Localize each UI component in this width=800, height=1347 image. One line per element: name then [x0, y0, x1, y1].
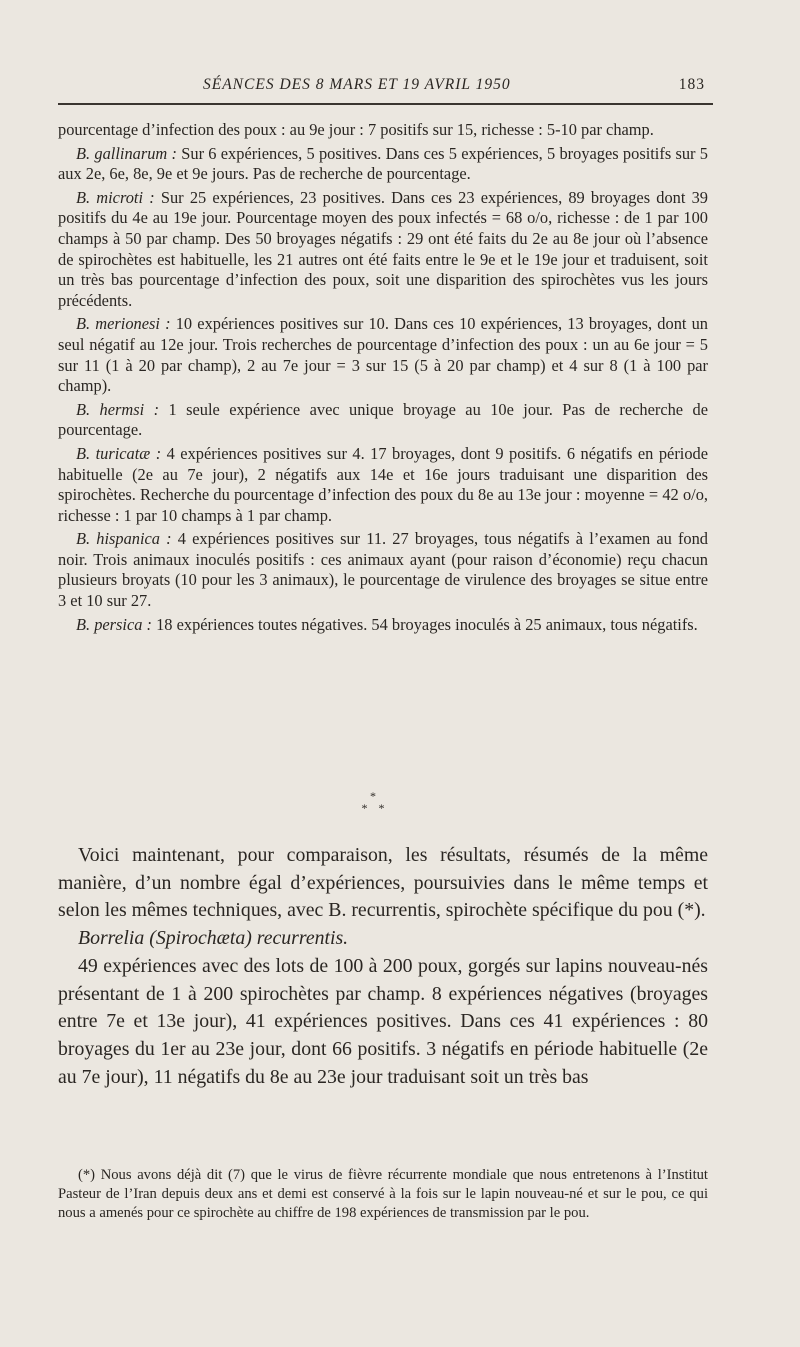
footnote: [58, 1166, 708, 1222]
separator-stars-bottom: * *: [361, 801, 389, 815]
paragraph-text: 10 expériences positives sur 10. Dans ces 10 expériences, 13 broyages, dont un seul négatif au 12e jour. Trois recherches de pourcentage d’infection des poux : un au 6e jour = 5 sur 11 (1 à 20 par champ), 2 au 7e jour = 3 sur 15 (5 à 20 par champ) et 4 sur 8 (1 à 100 par champ).: [58, 314, 709, 396]
results-section: [58, 120, 708, 638]
paragraph-text: Sur 6 expériences, 5 positives. Dans ces 5 expériences, 5 broyages positifs sur 5 aux 2e, 6e, 8e, 9e et 9e jours. Pas de recherche de pourcentage.: [58, 143, 708, 184]
paragraph-b-gallinarum: [58, 144, 708, 185]
species-name: B. microti :: [76, 187, 155, 207]
footnote-text: (*) Nous avons déjà dit (7) que le virus de fièvre récurrente mondiale que nous entretenons à l’Institut Pasteur de l’Iran depuis deux ans et demi est conservé à la fois sur le lapin nouveau-né et sur le pou, ce qui nous a amenés pour ce spirochète au chiffre de 198 expériences de transmission par le pou.: [58, 1167, 708, 1221]
comparison-section: [58, 842, 708, 1091]
paragraph-text: 4 expériences positives sur 11. 27 broyages, tous négatifs à l’examen au fond noir. Trois animaux inoculés positifs : ces animaux ayant (pour raison d’économie) reçu chacun plusieurs broyats (10 pour les 3 animaux), le pourcentage de virulence des broyages se situe entre 3 et 10 sur 27.: [58, 529, 708, 611]
recurrentis-results: 49 expériences avec des lots de 100 à 200 poux, gorgés sur lapins nouveau-nés présentant de 1 à 200 spirochètes par champ. 8 expériences négatives (broyages entre 7e et 13e jour), 41 expériences positives. Dans ces 41 expériences : 80 broyages du 1er au 23e jour, dont 66 positifs. 3 négatifs en période habituelle (2e au 7e jour), 11 négatifs du 8e au 23e jour traduisant soit un très bas: [58, 954, 708, 1088]
page-number: 183: [678, 76, 705, 93]
species-name: B. gallinarum :: [76, 143, 177, 163]
species-name: B. merionesi :: [76, 314, 171, 334]
paragraph-text: 18 expériences toutes négatives. 54 broyages inoculés à 25 animaux, tous négatifs.: [152, 614, 698, 634]
paragraph-b-persica: [58, 615, 708, 636]
species-name: B. hermsi :: [76, 399, 160, 419]
species-name: B. hispanica :: [76, 529, 172, 549]
paragraph-b-hispanica: [58, 529, 708, 611]
paragraph-text: Sur 25 expériences, 23 positives. Dans ces 23 expériences, 89 broyages dont 39 positifs du 4e au 19e jour. Pourcentage moyen des poux infectés = 68 o/o, richesse : de 1 par 100 champs à 50 par champ. Des 50 broyages négatifs : 29 ont été faits du 2e au 8e jour où l’absence de spirochètes est habituelle, les 21 autres ont été faits entre le 9e et le 19e jour et traduisent, soit un très bas pourcentage d’infection des poux, soit une disparition des spirochètes vus les jours précédents.: [58, 187, 708, 310]
paragraph-text: 1 seule expérience avec unique broyage au 10e jour. Pas de recherche de pourcentage.: [58, 399, 708, 440]
paragraph-text: pourcentage d’infection des poux : au 9e jour : 7 positifs sur 15, richesse : 5-10 par champ.: [58, 120, 654, 139]
species-name: B. persica :: [76, 614, 153, 634]
section-heading: Borrelia (Spirochæta) recurrentis.: [78, 927, 349, 950]
separator-star-top: *: [370, 789, 380, 803]
paragraph-b-turicatae: [58, 444, 708, 526]
paragraph-text: 4 expériences positives sur 4. 17 broyages, dont 9 positifs. 6 négatifs en période habituelle (2e au 7e jour), 2 négatifs aux 14e et 16e jours traduisant une disparition des spirochètes. Recherche du pourcentage d’infection des poux du 8e au 13e jour : moyenne = 42 o/o, richesse : 1 par 10 champs à 1 par champ.: [58, 443, 708, 525]
header-rule: [58, 103, 713, 105]
paragraph-b-microti: [58, 188, 708, 312]
header-title: SÉANCES DES 8 MARS ET 19 AVRIL 1950: [203, 76, 511, 93]
running-header: [58, 76, 713, 100]
paragraph-b-hermsi: [58, 400, 708, 441]
comparison-intro: Voici maintenant, pour comparaison, les résultats, résumés de la même manière, d’un nombre égal d’expériences, poursuivies dans le même temps et selon les mêmes techniques, avec B. recurrentis, spirochète spécifique du pou (*).: [58, 844, 708, 922]
species-name: B. turicatæ :: [76, 443, 162, 463]
paragraph-b-merionesi: [58, 314, 708, 396]
section-separator: [355, 790, 395, 814]
paragraph-continued: [58, 120, 708, 141]
